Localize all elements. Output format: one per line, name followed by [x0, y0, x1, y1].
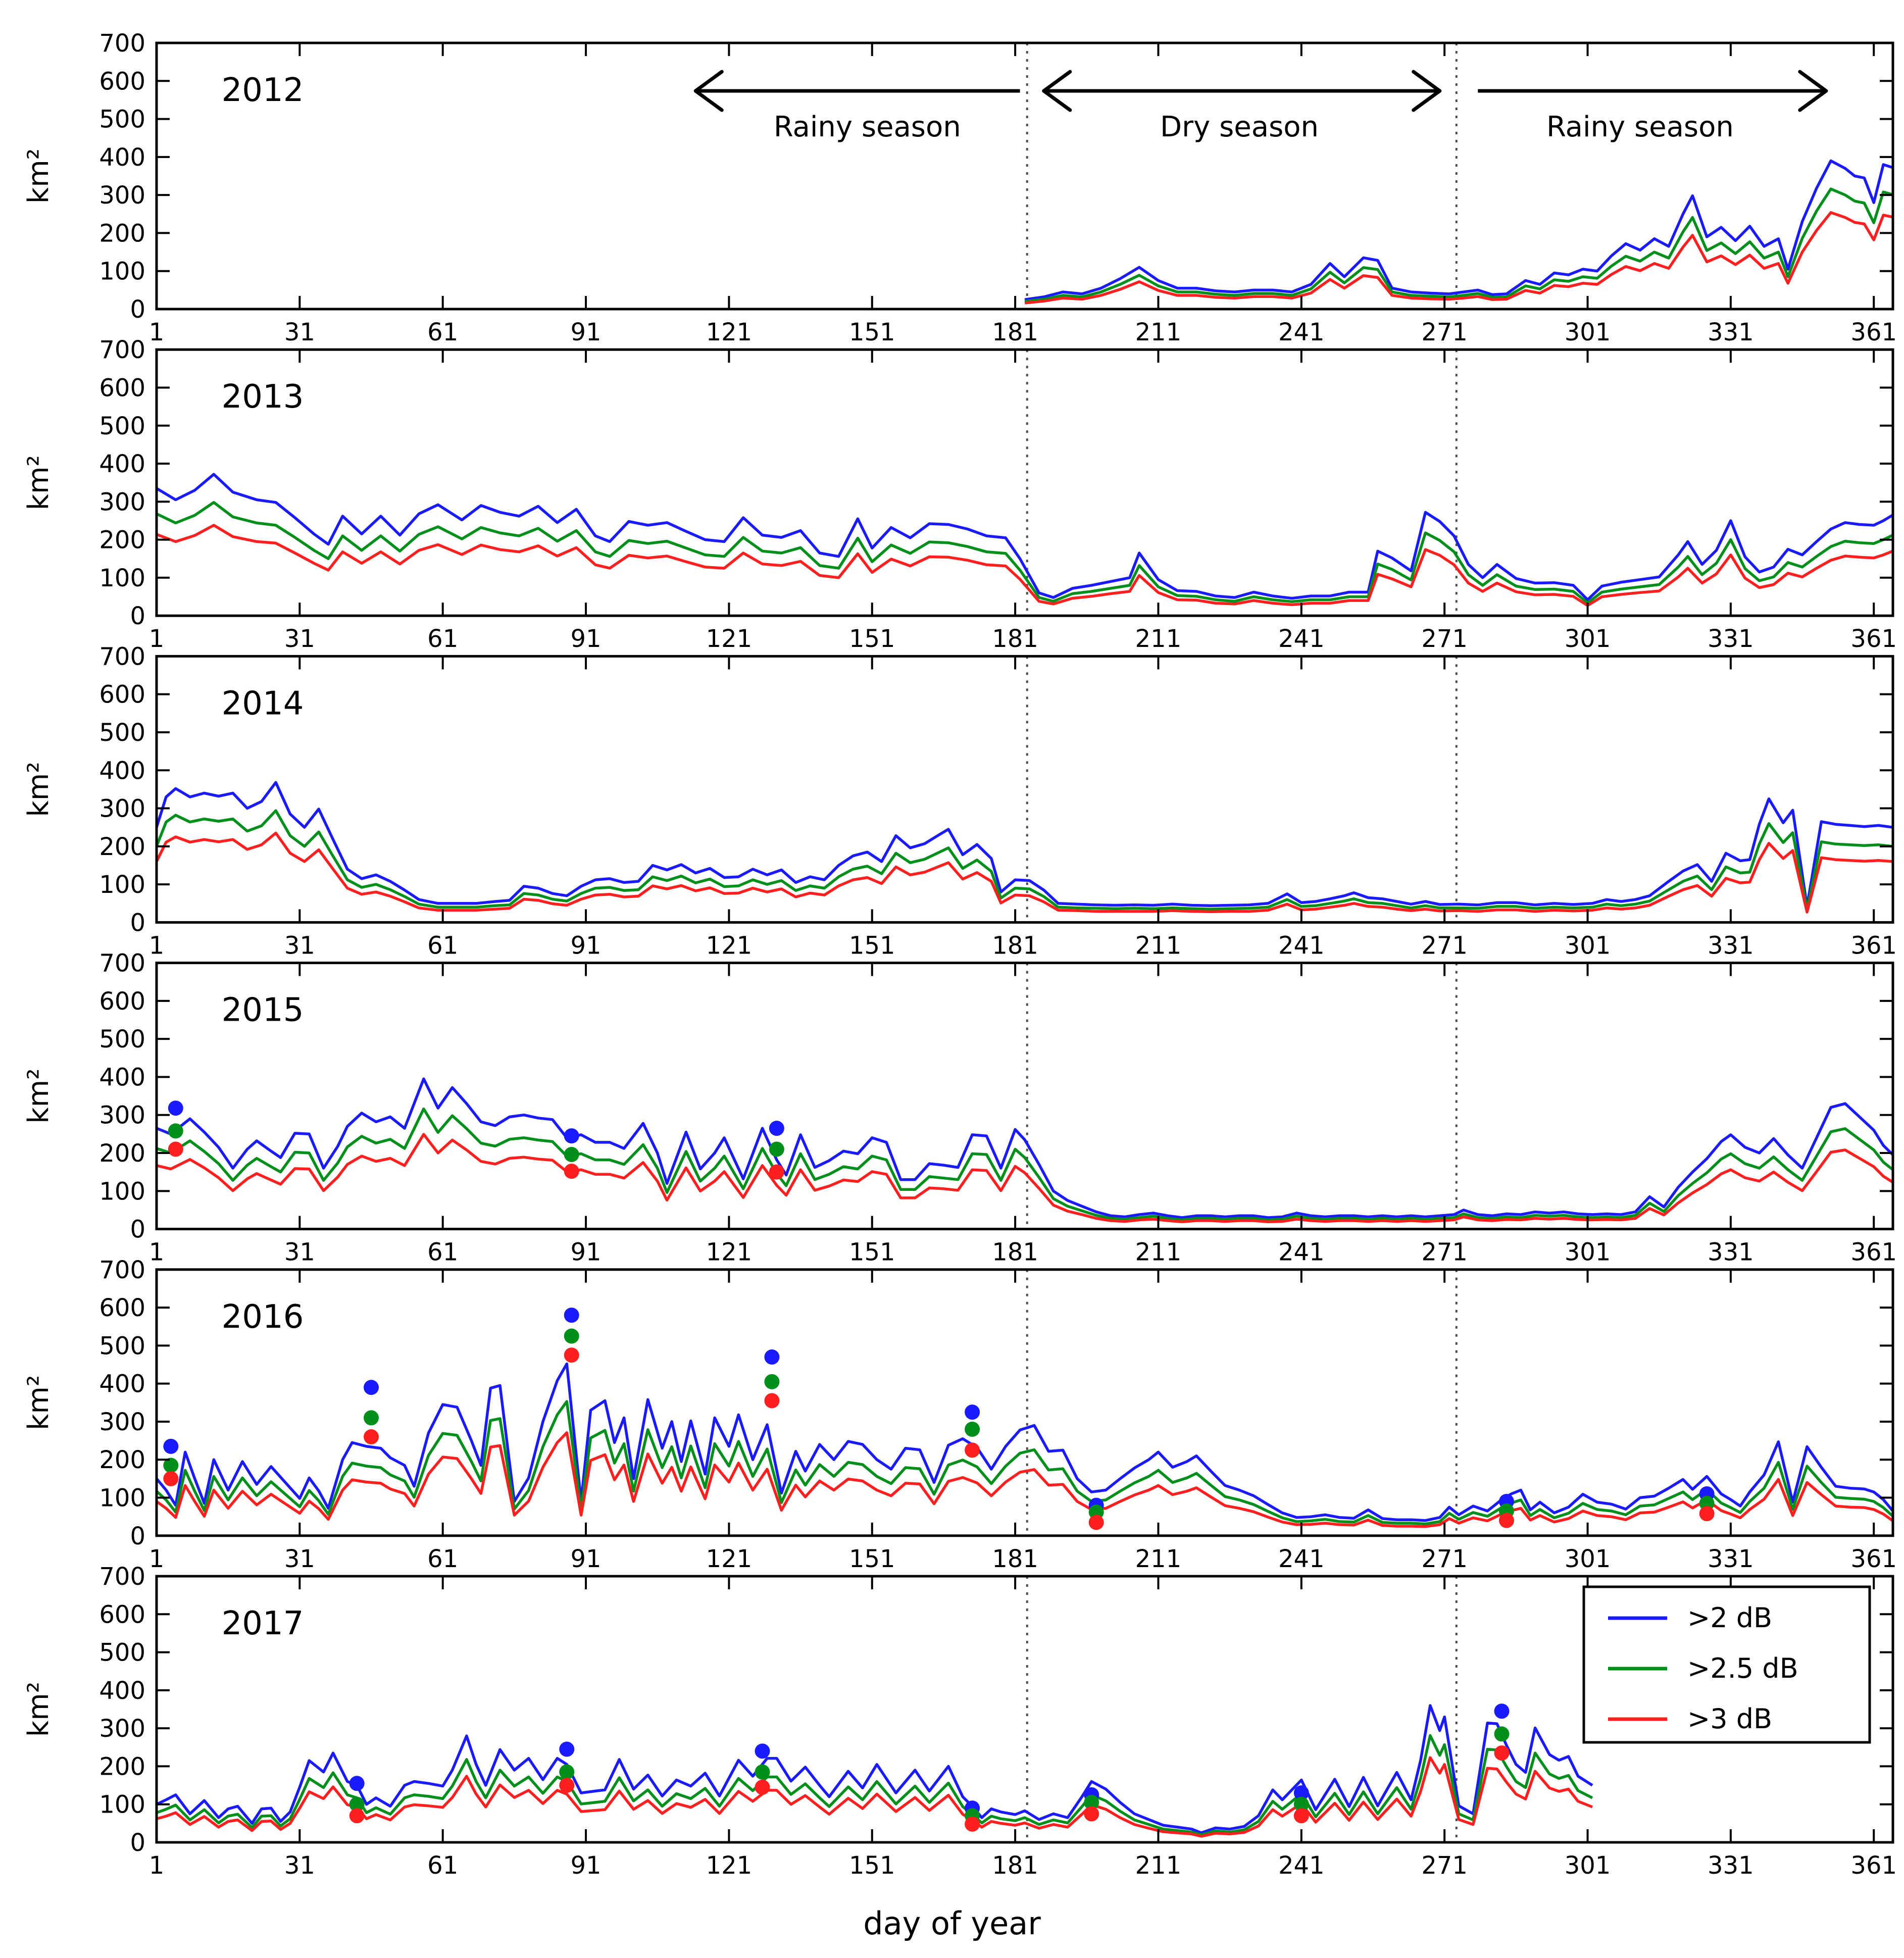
- y-tick-label: 100: [99, 564, 145, 592]
- x-tick-label: 241: [1278, 1544, 1325, 1573]
- x-tick-label: 181: [992, 625, 1038, 654]
- y-tick-label: 400: [99, 143, 145, 172]
- x-tick-label: 181: [992, 1238, 1038, 1267]
- marker-dot-red: [965, 1442, 980, 1458]
- y-tick-label: 400: [99, 1063, 145, 1092]
- x-tick-label: 1: [148, 1238, 165, 1267]
- y-tick-label: 100: [99, 871, 145, 899]
- x-tick-label: 301: [1564, 625, 1611, 654]
- x-tick-label: 301: [1564, 1851, 1611, 1880]
- x-tick-label: 91: [570, 1238, 602, 1267]
- marker-dot-blue: [764, 1349, 779, 1365]
- y-tick-label: 400: [99, 450, 145, 479]
- x-tick-label: 181: [992, 318, 1038, 346]
- season-arrow-head: [1800, 72, 1826, 91]
- x-tick-label: 91: [570, 625, 602, 654]
- x-tick-label: 271: [1421, 1544, 1468, 1573]
- season-arrow-head: [1800, 91, 1826, 110]
- marker-dot-green: [559, 1765, 574, 1780]
- x-tick-label: 151: [848, 1544, 895, 1573]
- y-tick-label: 500: [99, 1638, 145, 1667]
- y-tick-label: 700: [99, 1563, 145, 1591]
- legend-label: >2 dB: [1687, 1602, 1773, 1634]
- x-tick-label: 91: [570, 318, 602, 346]
- y-tick-label: 500: [99, 1332, 145, 1361]
- y-tick-label: 500: [99, 1025, 145, 1054]
- series-gt2db: [1025, 161, 1893, 299]
- x-tick-label: 121: [706, 1238, 753, 1267]
- y-tick-label: 0: [130, 295, 145, 324]
- year-label: 2017: [221, 1605, 304, 1642]
- y-tick-label: 400: [99, 1676, 145, 1705]
- x-tick-label: 1: [148, 1544, 165, 1573]
- y-tick-label: 500: [99, 412, 145, 440]
- y-tick-label: 700: [99, 642, 145, 671]
- x-tick-label: 331: [1708, 1544, 1754, 1573]
- y-tick-label: 300: [99, 1101, 145, 1130]
- x-tick-label: 151: [848, 931, 895, 960]
- marker-dot-red: [168, 1142, 183, 1157]
- marker-dot-green: [564, 1329, 579, 1344]
- x-tick-label: 331: [1708, 318, 1754, 346]
- y-tick-label: 0: [130, 1215, 145, 1244]
- x-tick-label: 301: [1564, 318, 1611, 346]
- y-tick-label: 700: [99, 949, 145, 978]
- x-tick-label: 151: [848, 1238, 895, 1267]
- y-tick-label: 300: [99, 181, 145, 210]
- y-axis-title: km²: [22, 1068, 55, 1124]
- x-tick-label: 361: [1850, 318, 1897, 346]
- marker-dot-blue: [168, 1100, 183, 1116]
- y-tick-label: 600: [99, 1600, 145, 1629]
- x-tick-label: 241: [1278, 931, 1325, 960]
- x-tick-label: 361: [1850, 1544, 1897, 1573]
- series-gt3db: [157, 1134, 1893, 1222]
- marker-dot-green: [168, 1123, 183, 1138]
- y-tick-label: 600: [99, 1294, 145, 1323]
- marker-dot-red: [564, 1164, 579, 1179]
- season-arrow-head: [695, 72, 722, 91]
- y-tick-label: 600: [99, 67, 145, 96]
- x-tick-label: 61: [427, 1851, 459, 1880]
- x-tick-label: 241: [1278, 1851, 1325, 1880]
- marker-dot-blue: [349, 1776, 365, 1791]
- y-axis-title: km²: [22, 1681, 55, 1737]
- year-label: 2016: [221, 1298, 304, 1336]
- y-tick-label: 400: [99, 1370, 145, 1398]
- marker-dot-red: [1089, 1515, 1104, 1530]
- y-tick-label: 0: [130, 602, 145, 631]
- y-tick-label: 200: [99, 1139, 145, 1168]
- marker-dot-green: [965, 1422, 980, 1437]
- season-arrow-head: [1044, 72, 1070, 91]
- x-tick-label: 1: [148, 625, 165, 654]
- x-tick-label: 31: [284, 1851, 315, 1880]
- x-tick-label: 151: [848, 318, 895, 346]
- x-tick-label: 31: [284, 1544, 315, 1573]
- marker-dot-red: [559, 1778, 574, 1793]
- marker-dot-red: [349, 1808, 365, 1823]
- marker-dot-red: [1494, 1745, 1510, 1761]
- series-gt2p5db: [157, 1401, 1893, 1524]
- y-tick-label: 300: [99, 1715, 145, 1743]
- x-tick-label: 241: [1278, 625, 1325, 654]
- y-tick-label: 100: [99, 1484, 145, 1513]
- y-axis-title: km²: [22, 455, 55, 511]
- x-tick-label: 331: [1708, 1238, 1754, 1267]
- marker-dot-red: [1294, 1808, 1309, 1823]
- x-tick-label: 271: [1421, 625, 1468, 654]
- x-tick-label: 31: [284, 931, 315, 960]
- x-tick-label: 271: [1421, 1238, 1468, 1267]
- x-tick-label: 151: [848, 1851, 895, 1880]
- year-label: 2012: [221, 72, 304, 109]
- x-tick-label: 31: [284, 1238, 315, 1267]
- x-tick-label: 121: [706, 318, 753, 346]
- y-tick-label: 700: [99, 29, 145, 58]
- x-tick-label: 241: [1278, 318, 1325, 346]
- marker-dot-blue: [364, 1380, 379, 1395]
- marker-dot-green: [364, 1410, 379, 1425]
- y-tick-label: 500: [99, 105, 145, 134]
- marker-dot-blue: [559, 1742, 574, 1757]
- x-tick-label: 91: [570, 1544, 602, 1573]
- x-tick-label: 271: [1421, 1851, 1468, 1880]
- x-tick-label: 31: [284, 318, 315, 346]
- x-tick-label: 61: [427, 931, 459, 960]
- x-tick-label: 121: [706, 1544, 753, 1573]
- season-arrow-head: [1414, 91, 1440, 110]
- legend-label: >2.5 dB: [1687, 1652, 1798, 1684]
- y-tick-label: 700: [99, 336, 145, 365]
- x-tick-label: 301: [1564, 931, 1611, 960]
- y-axis-title: km²: [22, 148, 55, 204]
- x-tick-label: 211: [1135, 625, 1182, 654]
- marker-dot-red: [965, 1817, 980, 1832]
- x-tick-label: 61: [427, 1238, 459, 1267]
- x-tick-label: 211: [1135, 1544, 1182, 1573]
- y-tick-label: 500: [99, 718, 145, 747]
- series-gt2db: [157, 1079, 1893, 1218]
- marker-dot-green: [564, 1147, 579, 1162]
- y-tick-label: 200: [99, 832, 145, 861]
- x-tick-label: 331: [1708, 1851, 1754, 1880]
- y-tick-label: 200: [99, 219, 145, 248]
- x-tick-label: 301: [1564, 1238, 1611, 1267]
- marker-dot-red: [163, 1471, 178, 1486]
- marker-dot-green: [1494, 1726, 1510, 1741]
- legend-label: >3 dB: [1687, 1703, 1773, 1735]
- y-axis-title: km²: [22, 762, 55, 817]
- y-tick-label: 400: [99, 757, 145, 785]
- season-arrow-head: [1414, 72, 1440, 91]
- x-axis-title: day of year: [863, 1905, 1041, 1942]
- y-tick-label: 300: [99, 488, 145, 517]
- marker-dot-red: [769, 1165, 784, 1180]
- marker-dot-blue: [755, 1743, 770, 1759]
- x-tick-label: 91: [570, 1851, 602, 1880]
- marker-dot-blue: [163, 1439, 178, 1454]
- x-tick-label: 271: [1421, 318, 1468, 346]
- x-tick-label: 211: [1135, 931, 1182, 960]
- marker-dot-red: [1084, 1806, 1099, 1822]
- x-tick-label: 331: [1708, 931, 1754, 960]
- marker-dot-green: [764, 1374, 779, 1389]
- season-label: Dry season: [1160, 111, 1319, 143]
- marker-dot-blue: [564, 1308, 579, 1323]
- x-tick-label: 61: [427, 625, 459, 654]
- panel-frame-2016: [157, 1270, 1893, 1536]
- year-label: 2013: [221, 378, 304, 416]
- marker-dot-red: [564, 1347, 579, 1363]
- y-tick-label: 300: [99, 1408, 145, 1436]
- x-tick-label: 1: [148, 931, 165, 960]
- x-tick-label: 61: [427, 318, 459, 346]
- series-gt2p5db: [157, 1109, 1893, 1220]
- x-tick-label: 1: [148, 318, 165, 346]
- y-tick-label: 700: [99, 1256, 145, 1284]
- x-tick-label: 31: [284, 625, 315, 654]
- marker-dot-red: [764, 1393, 779, 1409]
- y-tick-label: 0: [130, 909, 145, 937]
- y-tick-label: 600: [99, 987, 145, 1016]
- x-tick-label: 181: [992, 1851, 1038, 1880]
- x-tick-label: 271: [1421, 931, 1468, 960]
- y-tick-label: 600: [99, 374, 145, 403]
- marker-dot-red: [364, 1429, 379, 1444]
- year-label: 2014: [221, 685, 304, 723]
- marker-dot-red: [1699, 1506, 1715, 1521]
- x-tick-label: 361: [1850, 1238, 1897, 1267]
- x-tick-label: 361: [1850, 1851, 1897, 1880]
- x-tick-label: 181: [992, 1544, 1038, 1573]
- x-tick-label: 211: [1135, 1851, 1182, 1880]
- x-tick-label: 301: [1564, 1544, 1611, 1573]
- x-tick-label: 361: [1850, 931, 1897, 960]
- x-tick-label: 211: [1135, 1238, 1182, 1267]
- x-tick-label: 361: [1850, 625, 1897, 654]
- x-tick-label: 151: [848, 625, 895, 654]
- year-label: 2015: [221, 991, 304, 1029]
- marker-dot-green: [769, 1142, 784, 1157]
- x-tick-label: 331: [1708, 625, 1754, 654]
- season-label: Rainy season: [1546, 111, 1734, 143]
- x-tick-label: 211: [1135, 318, 1182, 346]
- x-tick-label: 181: [992, 931, 1038, 960]
- y-tick-label: 200: [99, 1752, 145, 1781]
- y-tick-label: 100: [99, 1790, 145, 1819]
- y-tick-label: 0: [130, 1829, 145, 1857]
- x-tick-label: 121: [706, 1851, 753, 1880]
- x-tick-label: 121: [706, 625, 753, 654]
- marker-dot-blue: [564, 1128, 579, 1143]
- x-tick-label: 121: [706, 931, 753, 960]
- x-tick-label: 241: [1278, 1238, 1325, 1267]
- marker-dot-blue: [1494, 1703, 1510, 1719]
- y-tick-label: 0: [130, 1522, 145, 1550]
- marker-dot-blue: [769, 1121, 784, 1136]
- panel-frame-2014: [157, 656, 1893, 922]
- season-arrow-head: [695, 91, 722, 110]
- y-axis-title: km²: [22, 1375, 55, 1431]
- marker-dot-blue: [965, 1404, 980, 1420]
- x-tick-label: 61: [427, 1544, 459, 1573]
- y-tick-label: 300: [99, 794, 145, 823]
- y-tick-label: 600: [99, 680, 145, 709]
- season-arrow-head: [1044, 91, 1070, 110]
- marker-dot-green: [755, 1765, 770, 1780]
- y-tick-label: 200: [99, 526, 145, 555]
- marker-dot-red: [755, 1780, 770, 1795]
- x-tick-label: 91: [570, 931, 602, 960]
- marker-dot-red: [1499, 1513, 1514, 1528]
- y-tick-label: 100: [99, 1177, 145, 1206]
- x-tick-label: 1: [148, 1851, 165, 1880]
- y-tick-label: 200: [99, 1446, 145, 1475]
- season-label: Rainy season: [773, 111, 961, 143]
- y-tick-label: 100: [99, 257, 145, 286]
